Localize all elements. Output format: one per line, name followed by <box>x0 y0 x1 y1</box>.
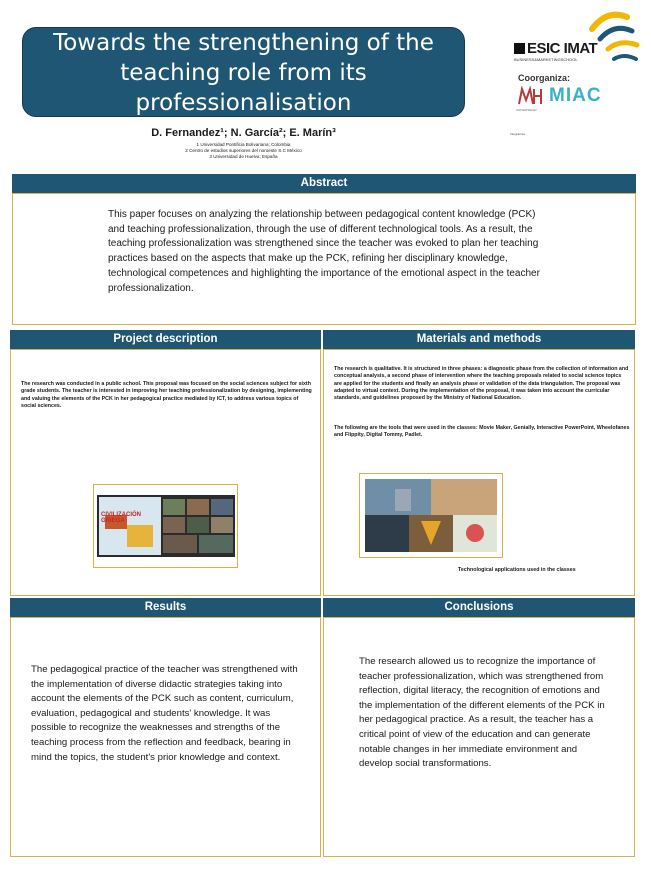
abstract-heading: Abstract <box>12 174 636 193</box>
materials-heading: Materials and methods <box>323 330 635 349</box>
title-line-3: professionalisation <box>135 90 352 116</box>
materials-text-2: The following are the tools that were used in the classes: Movie Maker, Genially, Interactive PowerPoint, Wheelofanes and Flippity, Digital Tommy, Padlet. <box>334 425 630 439</box>
affiliation-2: 2 Centro de estudios superiores del noroeste S.C México <box>185 148 302 153</box>
affiliation-1: 1 Universidad Pontificia Bolivariana; Colombia <box>196 142 291 147</box>
university-logo <box>518 86 543 106</box>
project-heading: Project description <box>10 330 321 349</box>
materials-caption: Technological applications used in the classes <box>458 567 576 573</box>
results-heading: Results <box>10 598 321 617</box>
title-line-1: Towards the strengthening of the <box>53 30 434 56</box>
materials-text-1: The research is qualitative. It is structured in three phases: a diagnostic phase from the collection of information and conceptual analysis, a second phase of intervention where the teaching proposals related to social science topics are applied for the students and finally an analysis phase or validation of the data triangulation. The proposal was adapted to virtual context. During the implementation of the proposal, it was taken into account the curricular standards, and guidelines proposed by the Ministry of National Education. <box>334 366 629 402</box>
results-text: The pedagogical practice of the teacher was strengthened with the implementation of diverse didactic strategies taking into account the elements of the PCK such as content, curriculum, evaluation, pedagogical and students' knowledge. It was possible to recognize the weaknesses and strengths of the teaching process from the reflection and feedback, bearing in mind the topics, the student's prior knowledge and context. <box>31 664 298 763</box>
authors: D. Fernandez¹; N. García²; E. Marín³ <box>151 127 336 139</box>
image-label: CIVILIZACIÓN GRIEGA <box>101 512 141 524</box>
video-call-screenshot <box>97 495 235 557</box>
coorganiza-label: Coorganiza: <box>518 73 571 83</box>
miac-logo: MIAC <box>549 85 602 106</box>
tiny-tag: Integrantes <box>510 132 526 136</box>
project-text: The research was conducted in a public school. This proposal was focused on the social sciences subject for sixth grade students. The teacher is interested in improving her teaching professionalization by designing, implementing and valuing the elements of the PCK in her pedagogical practice mediated by ICT, to address various topics of social sciences. <box>21 381 312 409</box>
esic-logo: ESIC IMAT <box>514 40 597 57</box>
poster-title <box>22 27 465 117</box>
tools-collage <box>365 479 497 552</box>
abstract-text: This paper focuses on analyzing the relationship between pedagogical content knowledge (PCK) and teaching professionalization, through the use of different technological tools. As a result, the teaching professionalization was strengthened since the teacher was evoked to plan her teaching practices based on the aspects that make up the PCK, refining her disciplinary knowledge, technological competences and highlighting the importance of the emotional aspect in the teacher professionalization. <box>108 209 540 294</box>
conclusions-heading: Conclusions <box>323 598 635 617</box>
conclusions-text: The research allowed us to recognize the importance of teacher professionalization, which was strengthened from reflection, digital literacy, the recognition of emotions and the implementation of the different elements of the PCK in her pedagogical practice. As a result, the teacher has a critical point of view of the education and can generate notable changes in her immediate environment and develop social transformations. <box>359 656 605 770</box>
title-line-2: teaching role from its <box>120 60 367 86</box>
esic-logo-subtitle: BUSINESS&MARKETINGSCHOOL <box>514 57 578 62</box>
esic-sun-logo <box>582 9 642 69</box>
university-logo-subtitle: UNIVERSIDAD <box>516 108 537 112</box>
affiliation-3: 3 Universidad de Huelva; España <box>209 154 278 159</box>
